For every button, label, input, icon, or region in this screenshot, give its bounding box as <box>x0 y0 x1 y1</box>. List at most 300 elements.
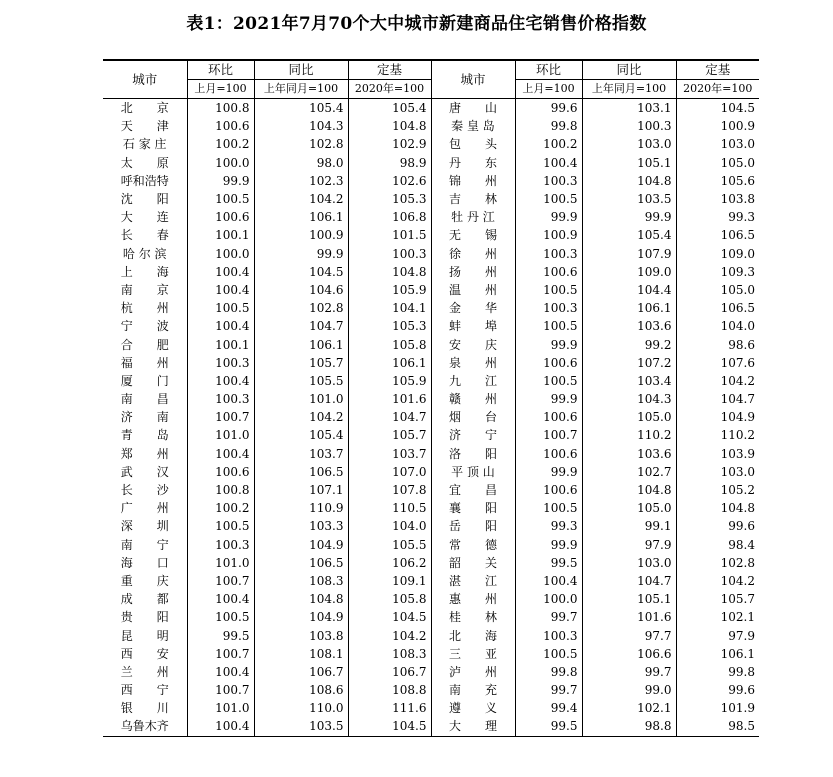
right-base-cell: 104.2 <box>676 572 759 590</box>
left-mom-cell: 100.4 <box>187 590 254 608</box>
left-city-cell: 南 宁 <box>120 537 169 552</box>
right-base-cell: 107.6 <box>676 354 759 372</box>
left-mom-cell: 101.0 <box>187 699 254 717</box>
right-city-cell: 平 顶 山 <box>431 463 515 481</box>
table-row <box>103 572 759 590</box>
right-mom-cell: 100.5 <box>515 190 582 208</box>
right-yoy-cell: 103.6 <box>582 317 676 335</box>
right-city-cell: 金 华 <box>431 299 515 317</box>
left-base-cell: 105.7 <box>348 426 431 444</box>
left-city-cell: 青 岛 <box>120 428 169 443</box>
right-mom-cell: 99.5 <box>515 554 582 572</box>
header-yoy-sub-right: 上年同月=100 <box>582 80 676 99</box>
table-row <box>103 299 759 317</box>
left-city-cell: 宁 波 <box>120 319 169 334</box>
right-base-cell: 104.5 <box>676 99 759 118</box>
left-base-cell: 102.9 <box>348 135 431 153</box>
table-row <box>103 499 759 517</box>
left-base-cell: 105.8 <box>348 335 431 353</box>
right-city-cell: 丹 东 <box>431 154 515 172</box>
left-yoy-cell: 103.5 <box>254 717 348 736</box>
right-city-cell: 三 亚 <box>431 645 515 663</box>
right-mom-cell: 99.9 <box>515 335 582 353</box>
table-row <box>103 426 759 444</box>
right-city-cell: 韶 关 <box>431 554 515 572</box>
left-yoy-cell: 102.8 <box>254 135 348 153</box>
right-city-cell: 锦 州 <box>431 172 515 190</box>
left-city-cell: 天 津 <box>120 119 169 134</box>
table-row <box>103 317 759 335</box>
left-base-cell: 102.6 <box>348 172 431 190</box>
right-yoy-cell: 107.9 <box>582 245 676 263</box>
left-mom-cell: 100.1 <box>187 226 254 244</box>
table-row <box>103 626 759 644</box>
right-base-cell: 104.0 <box>676 317 759 335</box>
right-city-cell: 安 庆 <box>431 335 515 353</box>
price-index-table <box>103 59 759 737</box>
left-city-cell: 厦 门 <box>120 373 169 388</box>
left-base-cell: 100.3 <box>348 245 431 263</box>
right-base-cell: 99.3 <box>676 208 759 226</box>
right-base-cell: 99.6 <box>676 681 759 699</box>
left-base-cell: 107.8 <box>348 481 431 499</box>
left-base-cell: 107.0 <box>348 463 431 481</box>
left-yoy-cell: 104.2 <box>254 190 348 208</box>
left-yoy-cell: 108.6 <box>254 681 348 699</box>
left-base-cell: 105.8 <box>348 590 431 608</box>
right-base-cell: 106.5 <box>676 299 759 317</box>
right-city-cell: 岳 阳 <box>431 517 515 535</box>
left-city-cell: 上 海 <box>120 264 169 279</box>
right-city-cell: 烟 台 <box>431 408 515 426</box>
right-city-cell: 宜 昌 <box>431 481 515 499</box>
right-city-cell: 大 理 <box>431 717 515 736</box>
left-base-cell: 108.3 <box>348 645 431 663</box>
right-base-cell: 101.9 <box>676 699 759 717</box>
left-base-cell: 108.8 <box>348 681 431 699</box>
left-base-cell: 105.9 <box>348 372 431 390</box>
table-row <box>103 190 759 208</box>
right-mom-cell: 99.8 <box>515 117 582 135</box>
table-row <box>103 117 759 135</box>
right-city-cell: 九 江 <box>431 372 515 390</box>
right-base-cell: 109.3 <box>676 263 759 281</box>
left-base-cell: 106.2 <box>348 554 431 572</box>
left-mom-cell: 101.0 <box>187 426 254 444</box>
right-mom-cell: 100.6 <box>515 408 582 426</box>
table-row <box>103 681 759 699</box>
left-yoy-cell: 105.5 <box>254 372 348 390</box>
left-base-cell: 109.1 <box>348 572 431 590</box>
table-row <box>103 354 759 372</box>
table-row <box>103 99 759 118</box>
right-base-cell: 106.1 <box>676 645 759 663</box>
table-row <box>103 554 759 572</box>
right-yoy-cell: 110.2 <box>582 426 676 444</box>
right-yoy-cell: 104.8 <box>582 172 676 190</box>
left-mom-cell: 100.0 <box>187 154 254 172</box>
table-row <box>103 663 759 681</box>
left-yoy-cell: 104.6 <box>254 281 348 299</box>
right-mom-cell: 99.9 <box>515 536 582 554</box>
left-yoy-cell: 104.5 <box>254 263 348 281</box>
right-city-cell: 惠 州 <box>431 590 515 608</box>
right-mom-cell: 99.9 <box>515 208 582 226</box>
left-mom-cell: 100.7 <box>187 408 254 426</box>
left-yoy-cell: 104.9 <box>254 608 348 626</box>
left-yoy-cell: 106.5 <box>254 554 348 572</box>
right-city-cell: 无 锡 <box>431 226 515 244</box>
left-mom-cell: 100.6 <box>187 463 254 481</box>
right-yoy-cell: 104.8 <box>582 481 676 499</box>
right-yoy-cell: 99.2 <box>582 335 676 353</box>
right-yoy-cell: 103.4 <box>582 372 676 390</box>
left-city-cell: 石 家 庄 <box>122 137 167 152</box>
right-mom-cell: 100.5 <box>515 372 582 390</box>
right-mom-cell: 100.5 <box>515 645 582 663</box>
right-base-cell: 105.6 <box>676 172 759 190</box>
table-row <box>103 481 759 499</box>
header-row <box>103 60 759 80</box>
right-city-cell: 蚌 埠 <box>431 317 515 335</box>
right-mom-cell: 99.8 <box>515 663 582 681</box>
left-base-cell: 105.4 <box>348 99 431 118</box>
left-yoy-cell: 110.9 <box>254 499 348 517</box>
left-mom-cell: 100.3 <box>187 390 254 408</box>
right-yoy-cell: 97.7 <box>582 626 676 644</box>
right-yoy-cell: 105.0 <box>582 499 676 517</box>
left-city-cell: 贵 阳 <box>120 610 169 625</box>
left-city-cell: 郑 州 <box>120 446 169 461</box>
left-mom-cell: 100.6 <box>187 208 254 226</box>
left-base-cell: 101.6 <box>348 390 431 408</box>
right-base-cell: 100.9 <box>676 117 759 135</box>
right-mom-cell: 100.2 <box>515 135 582 153</box>
left-yoy-cell: 106.1 <box>254 208 348 226</box>
left-yoy-cell: 106.7 <box>254 663 348 681</box>
header-city-right: 城市 <box>431 60 515 99</box>
table-row <box>103 135 759 153</box>
left-base-cell: 104.2 <box>348 626 431 644</box>
right-yoy-cell: 102.1 <box>582 699 676 717</box>
left-base-cell: 106.7 <box>348 663 431 681</box>
left-yoy-cell: 104.7 <box>254 317 348 335</box>
table-row <box>103 245 759 263</box>
right-yoy-cell: 103.6 <box>582 445 676 463</box>
right-mom-cell: 99.3 <box>515 517 582 535</box>
right-city-cell: 泸 州 <box>431 663 515 681</box>
right-yoy-cell: 109.0 <box>582 263 676 281</box>
right-base-cell: 98.6 <box>676 335 759 353</box>
left-mom-cell: 100.6 <box>187 117 254 135</box>
left-mom-cell: 100.5 <box>187 190 254 208</box>
right-city-cell: 包 头 <box>431 135 515 153</box>
left-base-cell: 104.5 <box>348 717 431 736</box>
right-mom-cell: 100.6 <box>515 481 582 499</box>
header-mom-left: 环比 <box>187 60 254 80</box>
left-yoy-cell: 101.0 <box>254 390 348 408</box>
left-city-cell: 昆 明 <box>120 628 169 643</box>
left-yoy-cell: 99.9 <box>254 245 348 263</box>
right-mom-cell: 99.7 <box>515 681 582 699</box>
right-yoy-cell: 100.3 <box>582 117 676 135</box>
left-city-cell: 重 庆 <box>120 573 169 588</box>
left-city-cell: 沈 阳 <box>120 192 169 207</box>
table-row <box>103 208 759 226</box>
left-base-cell: 105.5 <box>348 536 431 554</box>
table-row <box>103 517 759 535</box>
table-row <box>103 335 759 353</box>
right-base-cell: 97.9 <box>676 626 759 644</box>
right-mom-cell: 100.5 <box>515 499 582 517</box>
right-mom-cell: 100.3 <box>515 245 582 263</box>
right-yoy-cell: 104.7 <box>582 572 676 590</box>
right-base-cell: 102.8 <box>676 554 759 572</box>
left-yoy-cell: 108.3 <box>254 572 348 590</box>
left-city-cell: 呼和浩特 <box>120 173 169 188</box>
right-yoy-cell: 105.1 <box>582 154 676 172</box>
left-mom-cell: 100.4 <box>187 445 254 463</box>
right-base-cell: 104.9 <box>676 408 759 426</box>
header-mom-right: 环比 <box>515 60 582 80</box>
right-mom-cell: 100.0 <box>515 590 582 608</box>
left-base-cell: 104.1 <box>348 299 431 317</box>
right-mom-cell: 100.5 <box>515 281 582 299</box>
table-row <box>103 699 759 717</box>
right-mom-cell: 100.4 <box>515 572 582 590</box>
right-yoy-cell: 104.3 <box>582 390 676 408</box>
left-city-cell: 广 州 <box>120 501 169 516</box>
left-city-cell: 武 汉 <box>120 464 169 479</box>
header-mom-sub-left: 上月=100 <box>187 80 254 99</box>
right-base-cell: 98.4 <box>676 536 759 554</box>
left-mom-cell: 100.8 <box>187 99 254 118</box>
left-city-cell: 杭 州 <box>120 301 169 316</box>
left-yoy-cell: 104.8 <box>254 590 348 608</box>
right-mom-cell: 100.6 <box>515 263 582 281</box>
left-base-cell: 106.1 <box>348 354 431 372</box>
right-mom-cell: 100.6 <box>515 354 582 372</box>
left-mom-cell: 99.5 <box>187 626 254 644</box>
right-city-cell: 唐 山 <box>431 99 515 118</box>
left-yoy-cell: 104.9 <box>254 536 348 554</box>
right-city-cell: 常 德 <box>431 536 515 554</box>
right-yoy-cell: 99.0 <box>582 681 676 699</box>
left-city-cell: 西 安 <box>120 646 169 661</box>
table-row <box>103 372 759 390</box>
right-yoy-cell: 106.6 <box>582 645 676 663</box>
left-mom-cell: 100.4 <box>187 263 254 281</box>
left-yoy-cell: 102.8 <box>254 299 348 317</box>
table-row <box>103 390 759 408</box>
right-mom-cell: 99.7 <box>515 608 582 626</box>
table-row <box>103 154 759 172</box>
right-yoy-cell: 99.7 <box>582 663 676 681</box>
right-base-cell: 105.2 <box>676 481 759 499</box>
left-yoy-cell: 105.7 <box>254 354 348 372</box>
right-city-cell: 徐 州 <box>431 245 515 263</box>
left-yoy-cell: 105.4 <box>254 426 348 444</box>
left-base-cell: 105.3 <box>348 190 431 208</box>
left-base-cell: 104.5 <box>348 608 431 626</box>
right-city-cell: 泉 州 <box>431 354 515 372</box>
left-yoy-cell: 98.0 <box>254 154 348 172</box>
left-mom-cell: 100.3 <box>187 536 254 554</box>
table-row <box>103 590 759 608</box>
left-base-cell: 103.7 <box>348 445 431 463</box>
right-mom-cell: 99.9 <box>515 463 582 481</box>
right-city-cell: 北 海 <box>431 626 515 644</box>
left-city-cell: 西 宁 <box>120 683 169 698</box>
left-base-cell: 98.9 <box>348 154 431 172</box>
right-yoy-cell: 102.7 <box>582 463 676 481</box>
right-yoy-cell: 99.9 <box>582 208 676 226</box>
table-row <box>103 536 759 554</box>
table-row <box>103 172 759 190</box>
right-city-cell: 桂 林 <box>431 608 515 626</box>
right-mom-cell: 100.6 <box>515 445 582 463</box>
right-base-cell: 99.6 <box>676 517 759 535</box>
right-base-cell: 99.8 <box>676 663 759 681</box>
right-mom-cell: 100.9 <box>515 226 582 244</box>
right-base-cell: 98.5 <box>676 717 759 736</box>
right-yoy-cell: 106.1 <box>582 299 676 317</box>
left-yoy-cell: 103.3 <box>254 517 348 535</box>
left-city-cell: 海 口 <box>120 555 169 570</box>
right-base-cell: 104.8 <box>676 499 759 517</box>
right-city-cell: 南 充 <box>431 681 515 699</box>
left-yoy-cell: 103.7 <box>254 445 348 463</box>
left-mom-cell: 100.8 <box>187 481 254 499</box>
left-yoy-cell: 110.0 <box>254 699 348 717</box>
left-city-cell: 长 沙 <box>120 483 169 498</box>
left-city-cell: 南 昌 <box>120 392 169 407</box>
header-base-sub-right: 2020年=100 <box>676 80 759 99</box>
right-mom-cell: 99.5 <box>515 717 582 736</box>
left-mom-cell: 100.7 <box>187 645 254 663</box>
left-mom-cell: 100.5 <box>187 517 254 535</box>
right-city-cell: 济 宁 <box>431 426 515 444</box>
left-mom-cell: 100.4 <box>187 317 254 335</box>
right-base-cell: 104.2 <box>676 372 759 390</box>
left-mom-cell: 100.4 <box>187 372 254 390</box>
right-yoy-cell: 103.0 <box>582 135 676 153</box>
left-mom-cell: 100.2 <box>187 135 254 153</box>
left-yoy-cell: 104.2 <box>254 408 348 426</box>
left-mom-cell: 101.0 <box>187 554 254 572</box>
left-base-cell: 104.8 <box>348 263 431 281</box>
table-row <box>103 645 759 663</box>
left-city-cell: 深 圳 <box>120 519 169 534</box>
right-yoy-cell: 104.4 <box>582 281 676 299</box>
left-city-cell: 银 川 <box>120 701 169 716</box>
right-yoy-cell: 99.1 <box>582 517 676 535</box>
right-city-cell: 襄 阳 <box>431 499 515 517</box>
right-city-cell: 扬 州 <box>431 263 515 281</box>
right-base-cell: 105.0 <box>676 154 759 172</box>
right-base-cell: 105.0 <box>676 281 759 299</box>
left-yoy-cell: 100.9 <box>254 226 348 244</box>
table-row <box>103 226 759 244</box>
right-mom-cell: 100.3 <box>515 299 582 317</box>
right-base-cell: 103.9 <box>676 445 759 463</box>
right-city-cell: 湛 江 <box>431 572 515 590</box>
left-base-cell: 105.9 <box>348 281 431 299</box>
right-base-cell: 110.2 <box>676 426 759 444</box>
right-base-cell: 103.0 <box>676 463 759 481</box>
header-yoy-right: 同比 <box>582 60 676 80</box>
left-mom-cell: 100.4 <box>187 717 254 736</box>
left-base-cell: 110.5 <box>348 499 431 517</box>
left-mom-cell: 100.2 <box>187 499 254 517</box>
right-yoy-cell: 105.0 <box>582 408 676 426</box>
right-yoy-cell: 105.4 <box>582 226 676 244</box>
right-city-cell: 吉 林 <box>431 190 515 208</box>
left-city-cell: 南 京 <box>120 282 169 297</box>
right-mom-cell: 99.9 <box>515 390 582 408</box>
left-mom-cell: 100.4 <box>187 281 254 299</box>
left-yoy-cell: 108.1 <box>254 645 348 663</box>
left-yoy-cell: 106.5 <box>254 463 348 481</box>
table-title: 表1：2021年7月70个大中城市新建商品住宅销售价格指数 <box>186 14 647 34</box>
table-row <box>103 281 759 299</box>
left-mom-cell: 100.7 <box>187 681 254 699</box>
left-city-cell: 哈 尔 滨 <box>122 246 167 261</box>
table-row <box>103 445 759 463</box>
left-base-cell: 111.6 <box>348 699 431 717</box>
right-city-cell: 秦 皇 岛 <box>431 117 515 135</box>
right-mom-cell: 100.4 <box>515 154 582 172</box>
left-yoy-cell: 105.4 <box>254 99 348 118</box>
left-city-cell: 长 春 <box>120 228 169 243</box>
left-mom-cell: 100.5 <box>187 608 254 626</box>
table-row <box>103 463 759 481</box>
header-city-left: 城市 <box>132 71 158 87</box>
header-yoy-left: 同比 <box>254 60 348 80</box>
right-base-cell: 109.0 <box>676 245 759 263</box>
left-mom-cell: 99.9 <box>187 172 254 190</box>
left-mom-cell: 100.1 <box>187 335 254 353</box>
right-base-cell: 103.8 <box>676 190 759 208</box>
left-city-cell: 大 连 <box>120 210 169 225</box>
right-base-cell: 102.1 <box>676 608 759 626</box>
right-yoy-cell: 98.8 <box>582 717 676 736</box>
right-yoy-cell: 107.2 <box>582 354 676 372</box>
right-city-cell: 赣 州 <box>431 390 515 408</box>
left-city-cell: 北 京 <box>120 101 169 116</box>
left-yoy-cell: 106.1 <box>254 335 348 353</box>
left-mom-cell: 100.3 <box>187 354 254 372</box>
table-row <box>103 263 759 281</box>
right-yoy-cell: 103.0 <box>582 554 676 572</box>
right-city-cell: 遵 义 <box>431 699 515 717</box>
left-mom-cell: 100.4 <box>187 663 254 681</box>
right-city-cell: 洛 阳 <box>431 445 515 463</box>
left-city-cell: 成 都 <box>120 592 169 607</box>
left-base-cell: 101.5 <box>348 226 431 244</box>
header-base-right: 定基 <box>676 60 759 80</box>
left-mom-cell: 100.7 <box>187 572 254 590</box>
right-mom-cell: 100.7 <box>515 426 582 444</box>
table-row <box>103 608 759 626</box>
right-base-cell: 106.5 <box>676 226 759 244</box>
left-base-cell: 104.7 <box>348 408 431 426</box>
right-city-cell: 牡 丹 江 <box>431 208 515 226</box>
right-yoy-cell: 105.1 <box>582 590 676 608</box>
table-row <box>103 717 759 736</box>
left-yoy-cell: 104.3 <box>254 117 348 135</box>
right-mom-cell: 99.6 <box>515 99 582 118</box>
